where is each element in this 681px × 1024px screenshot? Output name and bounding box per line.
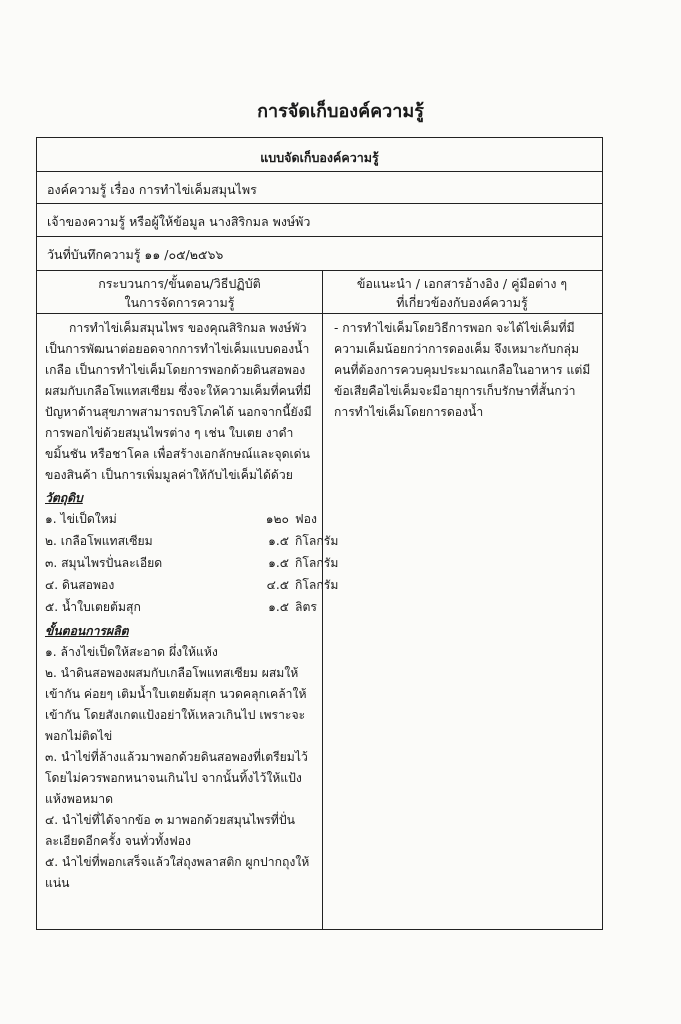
left-header-line2: ในการจัดการความรู้	[124, 295, 235, 310]
material-qty: ๑.๕	[268, 534, 289, 548]
left-column-header	[37, 271, 322, 314]
recommendation-note: - การทำไข่เค็มโดยวิธีการพอก จะได้ไข่เค็มที่มีความเค็มน้อยกว่าการดองเค็ม จึงเหมาะกับกลุ่มคนที่ต้องการควบคุมประมาณเกลือในอาหาร แต่มีข้อเสียคือไข่เค็มจะมีอายุการเก็บรักษาที่สั้นกว่าการทำไข่เค็มโดยการดองน้ำ	[334, 321, 591, 419]
material-row	[45, 509, 316, 531]
material-qty: ๑.๕	[268, 600, 289, 614]
step-item: ๑. ล้างไข่เป็ดให้สะอาด ผึ่งให้แห้ง	[45, 645, 218, 659]
right-header-line1: ข้อแนะนำ / เอกสารอ้างอิง / คู่มือต่าง ๆ	[356, 276, 568, 291]
step-item: ๒. นำดินสอพองผสมกับเกลือโพแทสเซียม ผสมให้เข้ากัน ค่อยๆ เติมน้ำใบเตยต้มสุก นวดคลุกเคล้าให้เข้ากัน โดยสังเกตแป้งอย่าให้เหลวเกินไป เพราะจะพอกไม่ติดไข่	[45, 666, 307, 743]
topic-field: องค์ความรู้ เรื่อง การทำไข่เค็มสมุนไพร	[37, 172, 602, 204]
material-unit: ลิตร	[295, 600, 317, 614]
form-header: แบบจัดเก็บองค์ความรู้	[37, 138, 602, 172]
steps-heading: ขั้นตอนการผลิต	[45, 624, 129, 638]
step-item: ๓. นำไข่ที่ล้างแล้วมาพอกด้วยดินสอพองที่เตรียมไว้ โดยไม่ควรพอกหนาจนเกินไป จากนั้นทิ้งไว้ให้แป้งแห้งพอหมาด	[45, 750, 308, 806]
material-row	[45, 575, 339, 597]
intro-paragraph: การทำไข่เค็มสมุนไพร ของคุณสิริกมล พงษ์พัว เป็นการพัฒนาต่อยอดจากการทำไข่เค็มแบบดองน้ำเกลือ เป็นการทำไข่เค็มโดยการพอกด้วยดินสอพอง ผสมกับเกลือโพแทสเซียม ซึ่งจะให้ความเค็มที่คนที่มีปัญหาด้านสุขภาพสามารถบริโภคได้ นอกจากนี้ยังมีการพอกไข่ด้วยสมุนไพรต่าง ๆ เช่น ใบเตย งาดำ ขมิ้นชัน หรือชาโคล เพื่อสร้างเอกลักษณ์และจุดเด่นของสินค้า เป็นการเพิ่มมูลค่าให้กับไข่เค็มได้ด้วย	[45, 321, 312, 482]
page-title: การจัดเก็บองค์ความรู้	[257, 101, 424, 122]
material-qty: ๔.๕	[266, 578, 289, 592]
material-qty: ๑๒๐	[265, 512, 289, 526]
material-row	[45, 553, 339, 575]
material-row	[45, 531, 339, 553]
material-unit: กิโลกรัม	[295, 578, 339, 592]
material-name: ๑. ไข่เป็ดใหม่	[45, 512, 117, 526]
material-name: ๒. เกลือโพแทสเซียม	[45, 534, 153, 548]
owner-field: เจ้าของความรู้ หรือผู้ให้ข้อมูล นางสิริกมล พงษ์พัว	[37, 204, 602, 237]
knowledge-form-table	[36, 137, 603, 930]
date-field: วันที่บันทึกความรู้ ๑๑ /๐๕/๒๕๖๖	[37, 237, 602, 271]
right-column-header	[322, 271, 602, 314]
material-name: ๔. ดินสอพอง	[45, 578, 115, 592]
material-qty: ๑.๕	[268, 556, 289, 570]
recommendation-column	[322, 314, 602, 423]
material-unit: กิโลกรัม	[295, 534, 339, 548]
material-name: ๕. น้ำใบเตยต้มสุก	[45, 600, 141, 614]
material-name: ๓. สมุนไพรปั่นละเอียด	[45, 556, 163, 570]
step-item: ๔. นำไข่ที่ได้จากข้อ ๓ มาพอกด้วยสมุนไพรที่ปั่นละเอียดอีกครั้ง จนทั่วทั้งฟอง	[45, 813, 295, 848]
left-header-line1: กระบวนการ/ขั้นตอน/วิธีปฏิบัติ	[98, 276, 261, 291]
material-unit: กิโลกรัม	[295, 556, 339, 570]
process-column	[37, 314, 339, 894]
material-unit: ฟอง	[295, 512, 317, 526]
material-row	[45, 597, 316, 619]
right-header-line2: ที่เกี่ยวข้องกับองค์ความรู้	[396, 295, 528, 310]
step-item: ๕. นำไข่ที่พอกเสร็จแล้วใส่ถุงพลาสติก ผูกปากถุงให้แน่น	[45, 855, 310, 890]
materials-heading: วัตถุดิบ	[45, 491, 83, 505]
